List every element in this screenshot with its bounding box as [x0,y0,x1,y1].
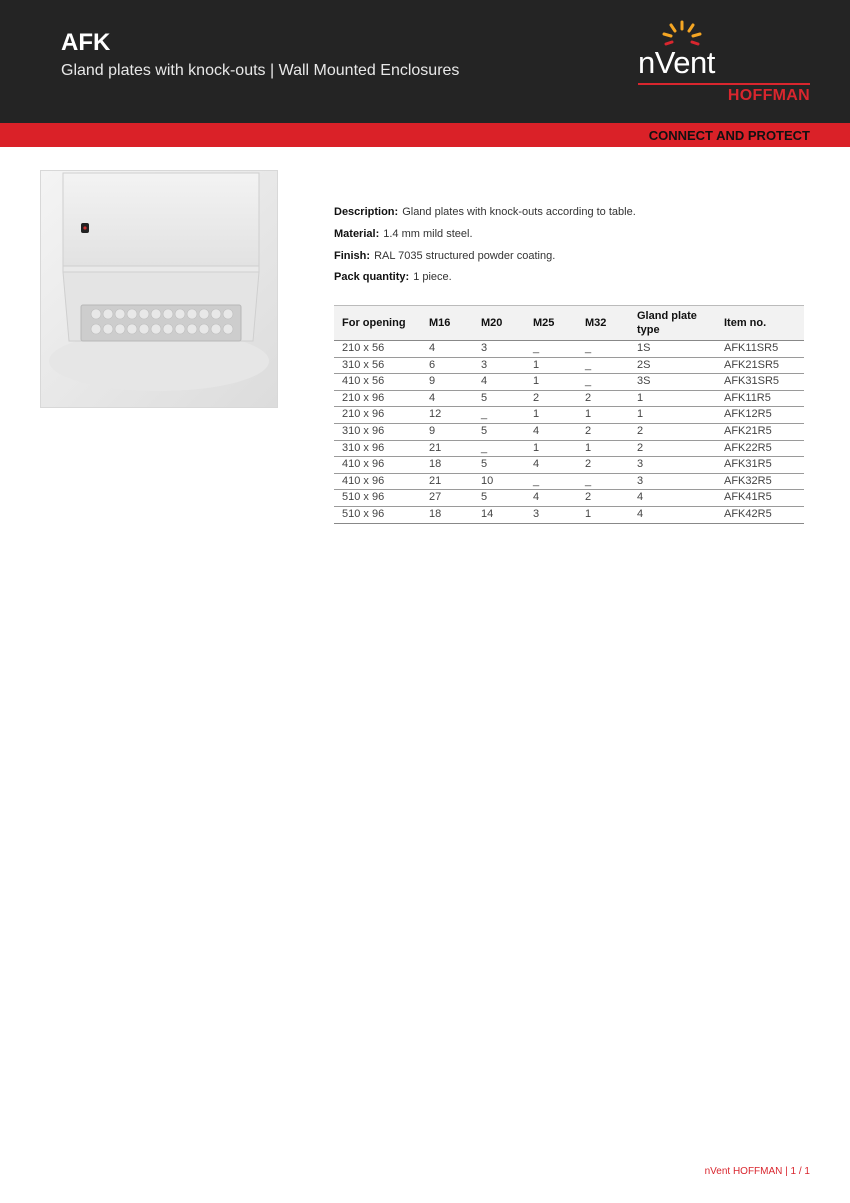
table-cell: _ [473,440,525,457]
table-cell: 310 x 56 [334,357,421,374]
table-cell: 3S [629,374,716,391]
table-cell: 410 x 96 [334,473,421,490]
table-body [334,341,804,524]
table-cell: AFK41R5 [716,490,804,507]
table-row [334,440,804,457]
table-cell: AFK12R5 [716,407,804,424]
product-properties [334,203,814,290]
column-header: M25 [525,306,577,341]
table-cell: 210 x 96 [334,407,421,424]
table-cell: 310 x 96 [334,440,421,457]
table-cell: _ [577,374,629,391]
table-cell: 2 [525,390,577,407]
product-image [40,170,278,408]
table-cell: 2 [577,390,629,407]
column-header: For opening [334,306,421,341]
table-cell: _ [577,357,629,374]
property-value: Gland plates with knock-outs according to table. [402,206,636,218]
table-row [334,473,804,490]
page-header [0,0,850,123]
table-cell: _ [473,407,525,424]
property-finish [334,247,814,269]
table-cell: 510 x 96 [334,490,421,507]
table-cell: 12 [421,407,473,424]
table-cell: 1 [577,407,629,424]
nvent-hoffman-logo [636,20,812,108]
table-row [334,490,804,507]
property-material [334,225,814,247]
table-cell: 4 [629,490,716,507]
table-cell: 5 [473,457,525,474]
table-row [334,407,804,424]
table-cell: 1 [525,357,577,374]
table-cell: 27 [421,490,473,507]
enclosure-product-photo [41,171,277,407]
property-value: RAL 7035 structured powder coating. [374,249,556,262]
table-cell: _ [577,341,629,358]
table-cell: 1 [629,390,716,407]
property-pack-quantity [334,268,814,290]
table-row [334,341,804,358]
table-cell: 1 [525,440,577,457]
table-cell: 2S [629,357,716,374]
column-header: Item no. [716,306,804,341]
table-cell: 2 [577,490,629,507]
table-cell: _ [525,473,577,490]
table-cell: 14 [473,506,525,523]
table-cell: 310 x 96 [334,423,421,440]
table-cell: 510 x 96 [334,506,421,523]
table-row [334,506,804,523]
table-cell: _ [577,473,629,490]
table-cell: 5 [473,390,525,407]
table-cell: 410 x 96 [334,457,421,474]
property-value: 1.4 mm mild steel. [383,227,473,240]
table-cell: 9 [421,374,473,391]
table-cell: 4 [629,506,716,523]
product-title: AFK [61,29,111,56]
property-key: Finish: [334,249,371,262]
table-cell: 4 [525,490,577,507]
table-cell: 1 [525,374,577,391]
table-row [334,357,804,374]
column-header: M20 [473,306,525,341]
table-cell: AFK32R5 [716,473,804,490]
table-row [334,423,804,440]
table-cell: 2 [577,457,629,474]
table-cell: 2 [629,440,716,457]
table-cell: 1 [577,440,629,457]
footer-text: nVent HOFFMAN | 1 / 1 [704,1166,810,1177]
property-key: Pack quantity: [334,271,410,284]
table-cell: AFK42R5 [716,506,804,523]
table-cell: 410 x 56 [334,374,421,391]
table-cell: 5 [473,490,525,507]
table-cell: 18 [421,457,473,474]
table-cell: 3 [629,457,716,474]
column-header: M32 [577,306,629,341]
table-cell: 3 [473,357,525,374]
logo-underline [638,83,810,85]
table-cell: 2 [577,423,629,440]
gland-plate-table [334,305,804,524]
table-cell: AFK31R5 [716,457,804,474]
page-footer [0,1166,850,1177]
table-cell: 1 [629,407,716,424]
table-cell: 210 x 96 [334,390,421,407]
table-cell: 1 [577,506,629,523]
table-cell: 4 [421,390,473,407]
table-cell: 10 [473,473,525,490]
column-header: Gland plate type [629,306,716,341]
property-description [334,203,814,225]
table-cell: 6 [421,357,473,374]
table-cell: 4 [421,341,473,358]
table-cell: 4 [525,423,577,440]
table-cell: 21 [421,473,473,490]
table-cell: 210 x 56 [334,341,421,358]
table-cell: AFK11SR5 [716,341,804,358]
table-cell: 5 [473,423,525,440]
tagline-text: CONNECT AND PROTECT [648,128,810,143]
property-key: Description: [334,206,399,218]
table-cell: 4 [525,457,577,474]
logo-brand-name: HOFFMAN [727,87,810,104]
property-key: Material: [334,227,380,240]
property-value: 1 piece. [413,271,452,284]
table-cell: 3 [473,341,525,358]
table-cell: 21 [421,440,473,457]
table-cell: _ [525,341,577,358]
table-cell: 1S [629,341,716,358]
table-header-row [334,306,804,341]
table-row [334,374,804,391]
logo-wordmark: nVent [638,45,715,80]
table-cell: AFK31SR5 [716,374,804,391]
table-cell: 1 [525,407,577,424]
table-cell: 9 [421,423,473,440]
table-cell: 3 [629,473,716,490]
table-cell: 18 [421,506,473,523]
table-cell: AFK11R5 [716,390,804,407]
tagline [0,125,850,147]
table-cell: AFK21SR5 [716,357,804,374]
table-cell: 3 [525,506,577,523]
table-cell: AFK21R5 [716,423,804,440]
table-row [334,457,804,474]
product-subtitle: Gland plates with knock-outs | Wall Mounted Enclosures [61,62,460,79]
table-cell: 4 [473,374,525,391]
table-row [334,390,804,407]
table-cell: 2 [629,423,716,440]
column-header: M16 [421,306,473,341]
table-cell: AFK22R5 [716,440,804,457]
